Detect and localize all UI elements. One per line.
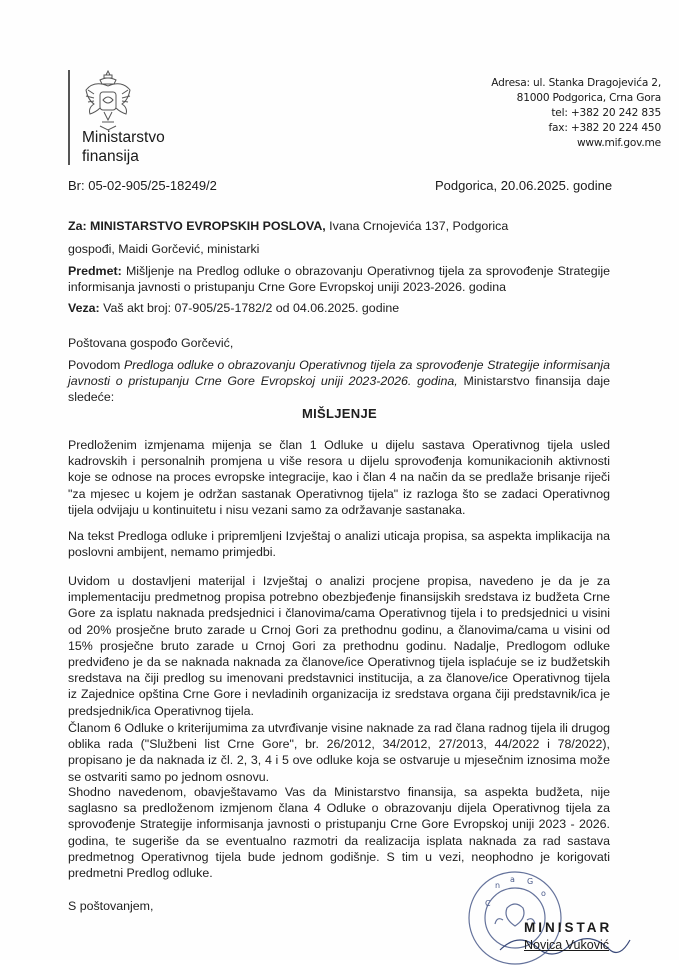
closing-salutation: S poštovanjem, [68,899,154,913]
body-paragraph-5: Shodno navedenom, obavještavamo Vas da Ministarstvo finansija, sa aspekta budžeta, nije saglasno sa predloženom izmjenom člana 4 Odluke o obrazovanju dijela Operativnog tijela za sprovođenje Strategije informisanja javnosti o pristupanju Crne Gore Evropskoj uniji 2023 - 2026. godina, te sugeriše da se eventualno razmotri da realizacija isplata naknada za rad sastava predmetnog Operativnog tijela bude jednom godišnje. S tim u vezi, neophodno je korigovati predmetni Predlog odluke. [68,785,610,881]
signatory-title: MINISTAR [524,920,613,935]
body-paragraph-3: Uvidom u dostavljeni materijal i Izvještaj o analizi procjene propisa, navedeno je da je za implementaciju predmetnog propisa potrebno obezbjeđenje finansijskih sredstava iz budžeta Crne Gore za isplatu naknada predsjednici i članovima/cama Operativnog tijela i to predsjednici u visini od 20% prosječne bruto zarade u Crnoj Gori za prethodnu godinu, a članovima/cama u visini od 15% prosječne bruto zarade u Crnoj Gori za prethodnu godinu. Nadalje, Predlogom odluke predviđeno je da se naknada naknada za članove/ice Operativnog tijela isplaćuje se iz budžetskih sredstava na čiji predlog su imenovani predstavnici institucija, a za članove/ice Operativnog tijela iz Zajednice opština Crne Gore i nevladinih organizacija iz sredstava organa čiji predstavnik/ica je predsjednik/ica Operativnog tijela. [68,574,610,718]
svg-text:G: G [527,877,534,886]
recipient-line [68,218,610,234]
coat-of-arms-icon [82,70,134,132]
signatory-name: Novica Vuković [524,938,609,952]
recipient-attention: gospođi, Maidi Gorčević, ministarki [68,242,260,256]
letterhead-divider [68,70,70,165]
place-and-date: Podgorica, 20.06.2025. godine [435,178,613,193]
body-paragraph-2: Na tekst Predloga odluke i pripremljeni Izvještaj o analizi uticaja propisa, sa aspekta implikacija na poslovni ambijent, nemamo primjedbi. [68,529,610,560]
reference-label: Veza: [68,301,100,315]
reference-line [68,300,610,316]
subject-text: Mišljenje na Predlog odluke o obrazovanju Operativnog tijela za sprovođenje Strategije informisanja javnosti o pristupanju Crne Gore Evropskoj uniji 2023-2026. godina [68,264,610,295]
intro-prefix: Povodom [68,358,124,372]
address-line: Adresa: ul. Stanka Dragojevića 2, [491,77,661,89]
recipient-address: Ivana Crnojevića 137, Podgorica [325,219,509,233]
svg-text:n: n [495,881,501,890]
website-line: www.mif.gov.me [576,137,661,149]
body-paragraph-4: Članom 6 Odluke o kriterijumima za utvrđivanje visine naknade za rad člana radnog tijela ili drugog oblika rada ("Službeni list Crne Gore", br. 26/2012, 34/2012, 27/2013, 44/2022 i 78/2022), propisano je da naknada iz čl. 2, 3, 4 i 5 ove odluke koja se ostvaruje u mjesečnim iznosima može se ostvariti samo po jednom osnovu. [68,721,610,784]
subject-line [68,263,610,295]
body-paragraph-1: Predloženim izmjenama mijenja se član 1 Odluke u dijelu sastava Operativnog tijela usled kadrovskih i personalnih promjena u više resora u dijelu sprovođenja komunikacionih aktivnosti koje se odnose na proces evropske integracije, kao i član 4 na način da se predlaže brisanje riječi "za mjesec u kojem je održan sastanak Operativnog tijela" iz razloga što se zadaci Operativnog tijela odvijaju u kontinuitetu i nisu vezani samo za održavanje sastanaka. [68,438,610,517]
fax-line: fax: +382 20 224 450 [548,122,661,134]
svg-text:C: C [485,899,491,908]
opinion-heading: MIŠLJENJE [302,406,377,421]
svg-text:o: o [541,889,546,898]
phone-line: tel: +382 20 242 835 [551,107,661,119]
intro-paragraph [68,357,610,406]
reference-number: Br: 05-02-905/25-18249/2 [68,178,217,193]
ministry-name-line2: finansija [82,148,139,165]
ministry-name [82,128,165,166]
subject-label: Predmet: [68,264,122,278]
ministry-address-block [491,76,661,151]
svg-text:a: a [510,875,515,884]
reference-text: Vaš akt broj: 07-905/25-1782/2 od 04.06.2025. godine [99,301,400,315]
recipient-organization: MINISTARSTVO EVROPSKIH POSLOVA, [90,219,326,233]
ministry-name-line1: Ministarstvo [82,129,165,146]
salutation: Poštovana gospođo Gorčević, [68,336,234,350]
intro-document-title: Predloga odluke o obrazovanju Operativnog tijela za sprovođenje Strategije informisanja javnosti o pristupanju Crne Gore Evropskoj uniji 2023-2026. godina, [68,358,611,389]
recipient-label: Za: [68,219,87,233]
address-line: 81000 Podgorica, Crna Gora [516,92,661,104]
intro-suffix: Ministarstvo finansija daje sledeće: [68,374,610,405]
